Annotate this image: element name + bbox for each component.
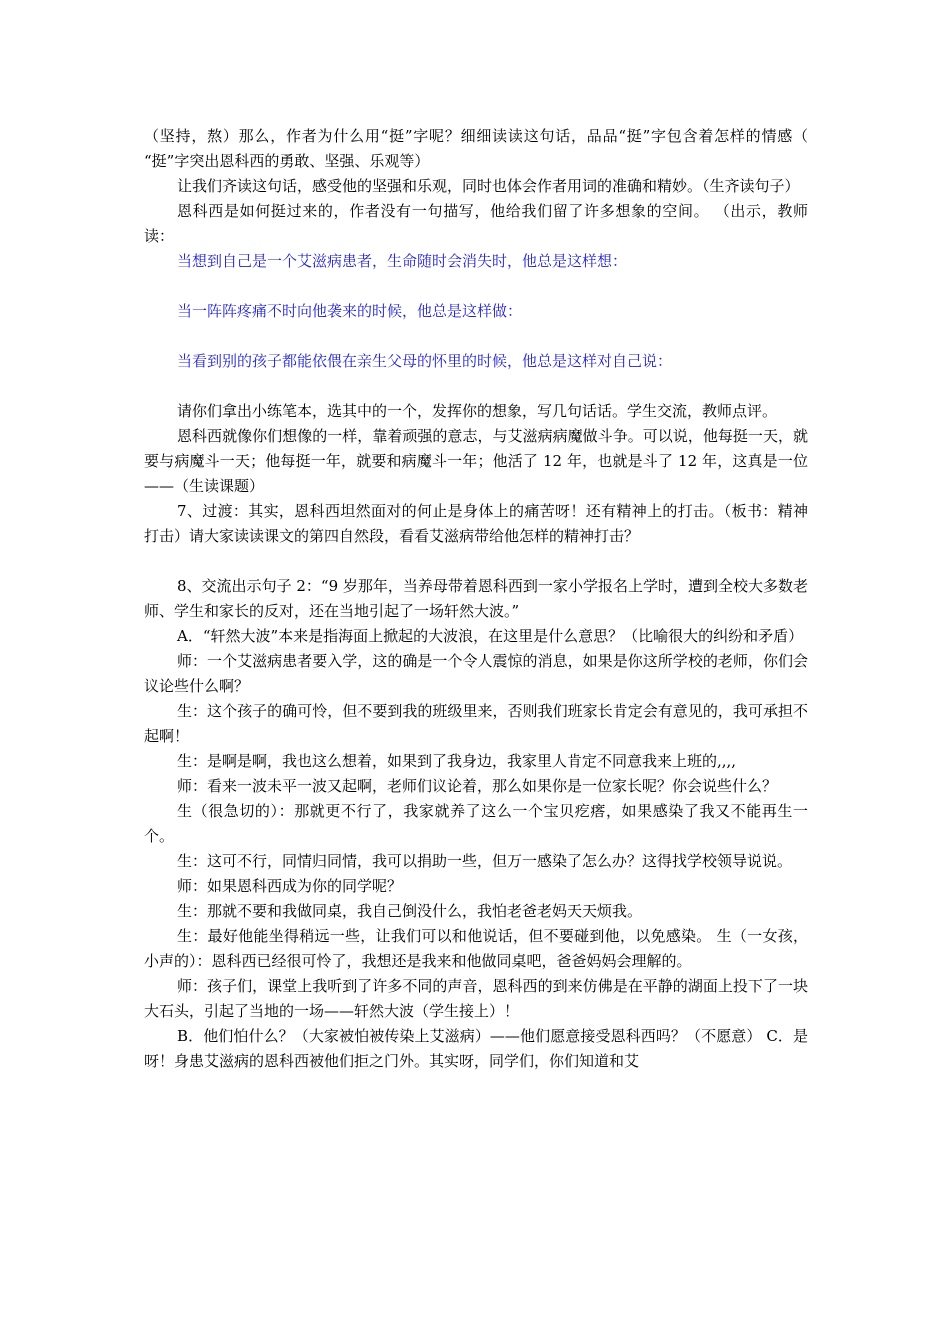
paragraph: 让我们齐读这句话，感受他的坚强和乐观，同时也体会作者用词的准确和精妙。（生齐读句子） xyxy=(177,177,800,195)
dialogue-line: 师：一个艾滋病患者要入学，这的确是一个令人震惊的消息，如果是你这所学校的老师，你们会议论些什么啊？ xyxy=(144,652,808,695)
dialogue-line: 师：孩子们，课堂上我听到了许多不同的声音，恩科西的到来仿佛是在平静的湖面上投下了一块大石头，引起了当地的一场——轩然大波（学生接上）！ xyxy=(144,977,808,1020)
dialogue-line: 生：最好他能坐得稍远一些，让我们可以和他说话，但不要碰到他，以免感染。 生（一女孩，小声的）：恩科西已经很可怜了，我想还是我来和他做同桌吧，爸爸妈妈会理解的。 xyxy=(144,927,808,970)
dialogue-line: 师：看来一波未平一波又起啊，老师们议论着，那么如果你是一位家长呢？你会说些什么？ xyxy=(177,777,778,795)
dialogue-line: 师：如果恩科西成为你的同学呢？ xyxy=(177,877,403,895)
dialogue-line: 生（很急切的）：那就更不行了，我家就养了这么一个宝贝疙瘩，如果感染了我又不能再生一个。 xyxy=(144,802,808,845)
paragraph: （坚持，熬）那么，作者为什么用“挺”字呢？细细读读这句话，品品“挺”字包含着怎样的情感（ “挺”字突出恩科西的勇敢、坚强、乐观等） xyxy=(144,127,808,170)
prompt-line: 当一阵阵疼痛不时向他袭来的时候，他总是这样做： xyxy=(177,302,523,320)
prompt-line: 当看到别的孩子都能依偎在亲生父母的怀里的时候，他总是这样对自己说： xyxy=(177,352,673,370)
paragraph: B．他们怕什么？（大家被怕被传染上艾滋病）——他们愿意接受恩科西吗？（不愿意） C．是呀！身患艾滋病的恩科西被他们拒之门外。其实呀，同学们，你们知道和艾 xyxy=(144,1027,808,1070)
paragraph: 恩科西就像你们想像的一样，靠着顽强的意志，与艾滋病病魔做斗争。可以说，他每挺一天，就要与病魔斗一天；他每挺一年，就要和病魔斗一年；他活了 12 年，也就是斗了 12 年，这真是一位——（生读课题） xyxy=(144,427,808,495)
dialogue-line: 生：这可不行，同情归同情，我可以捐助一些，但万一感染了怎么办？这得找学校领导说说。 xyxy=(177,852,793,870)
document-page xyxy=(144,124,808,1074)
dialogue-line: 生：是啊是啊，我也这么想着，如果到了我身边，我家里人肯定不同意我来上班的,,,, xyxy=(177,752,737,770)
paragraph: 恩科西是如何挺过来的，作者没有一句描写，他给我们留了许多想象的空间。 （出示，教师读： xyxy=(144,202,808,245)
paragraph: 请你们拿出小练笔本，选其中的一个，发挥你的想象，写几句话话。学生交流，教师点评。 xyxy=(177,402,778,420)
paragraph: 7、过渡：其实，恩科西坦然面对的何止是身体上的痛苦呀！还有精神上的打击。（板书：精神打击）请大家读读课文的第四自然段，看看艾滋病带给他怎样的精神打击？ xyxy=(144,502,808,545)
dialogue-line: 生：那就不要和我做同桌，我自己倒没什么，我怕老爸老妈天天烦我。 xyxy=(177,902,643,920)
paragraph: 8、交流出示句子 2：“9 岁那年，当养母带着恩科西到一家小学报名上学时，遭到全校大多数老师、学生和家长的反对，还在当地引起了一场轩然大波。” xyxy=(144,577,808,620)
prompt-line: 当想到自己是一个艾滋病患者，生命随时会消失时，他总是这样想： xyxy=(177,252,628,270)
paragraph: A．“轩然大波”本来是指海面上掀起的大波浪，在这里是什么意思？（比喻很大的纠纷和矛盾） xyxy=(177,627,804,645)
dialogue-line: 生：这个孩子的确可怜，但不要到我的班级里来，否则我们班家长肯定会有意见的，我可承担不起啊！ xyxy=(144,702,808,745)
